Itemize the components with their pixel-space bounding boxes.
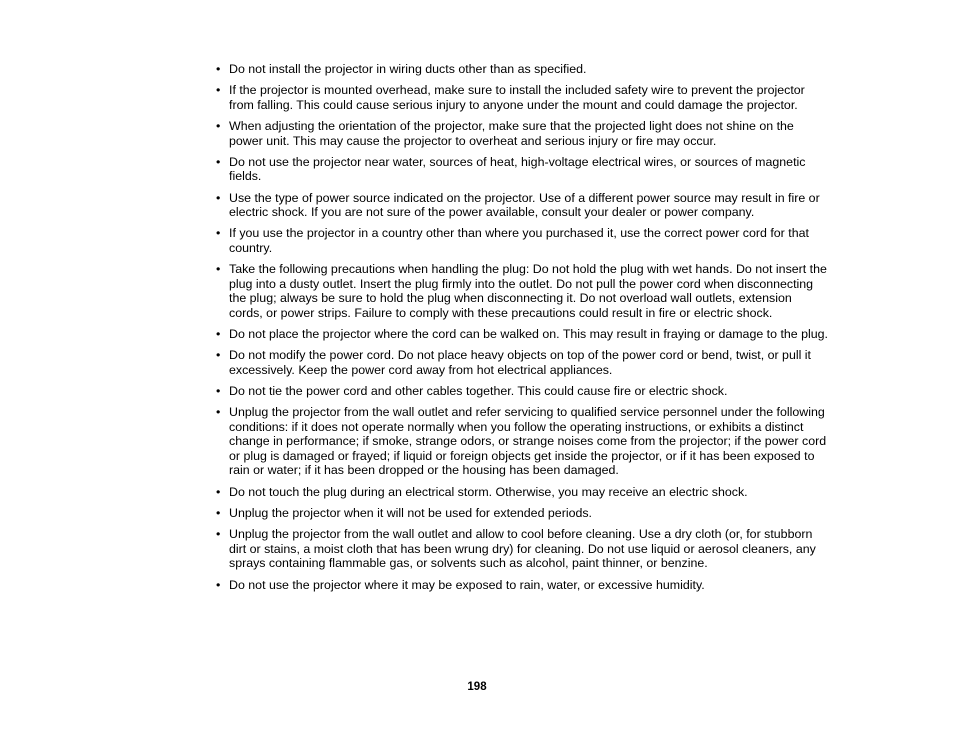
bullet-icon: • [216, 527, 221, 542]
list-item [216, 506, 828, 521]
list-item [216, 155, 828, 184]
list-item [216, 83, 828, 112]
bullet-icon: • [216, 83, 221, 98]
bullet-icon: • [216, 62, 221, 76]
list-item [216, 327, 828, 342]
list-item [216, 578, 828, 593]
list-item [216, 119, 828, 148]
list-item-text: Do not tie the power cord and other cables together. This could cause fire or electric shock. [229, 384, 728, 399]
list-item-text: Use the type of power source indicated on the projector. Use of a different power source may result in fire or electric shock. If you are not sure of the power available, consult your dealer or power company. [229, 190, 820, 220]
page-number: 198 [467, 681, 487, 693]
bullet-icon: • [216, 348, 221, 363]
list-item-text: Do not use the projector where it may be exposed to rain, water, or excessive humidity. [229, 577, 705, 592]
list-item-text: Do not touch the plug during an electrical storm. Otherwise, you may receive an electric shock. [229, 484, 748, 499]
bullet-icon: • [216, 484, 221, 499]
list-item-text: Do not use the projector near water, sources of heat, high-voltage electrical wires, or sources of magnetic fields. [229, 154, 806, 184]
bullet-icon: • [216, 119, 221, 134]
list-item-text: Unplug the projector when it will not be used for extended periods. [229, 506, 592, 521]
bullet-icon: • [216, 506, 221, 521]
list-item [216, 191, 828, 220]
list-item-text: Do not place the projector where the cord can be walked on. This may result in fraying or damage to the plug. [229, 327, 828, 342]
bullet-icon: • [216, 327, 221, 342]
safety-instructions-list [216, 62, 828, 599]
bullet-icon: • [216, 577, 221, 592]
list-item-text: If you use the projector in a country other than where you purchased it, use the correct power cord for that country. [229, 226, 809, 255]
list-item-text: Do not install the projector in wiring ducts other than as specified. [229, 62, 587, 76]
bullet-icon: • [216, 154, 221, 169]
list-item [216, 348, 828, 377]
bullet-icon: • [216, 405, 221, 420]
list-item-text: Unplug the projector from the wall outlet and allow to cool before cleaning. Use a dry cloth (or, for stubborn dirt or stains, a moist cloth that has been wrung dry) for cleaning. Do not use liquid or aerosol cleaners, any sprays containing flammable gas, or solvents such as alcohol, paint thinner, or benzine. [229, 527, 816, 571]
bullet-icon: • [216, 384, 221, 399]
list-item-text: Unplug the projector from the wall outlet and refer servicing to qualified service personnel under the following conditions: if it does not operate normally when you follow the operating instructions, or exhibits a distinct change in performance; if smoke, strange odors, or strange noises come from the projector; if the power cord or plug is damaged or frayed; if liquid or foreign objects get inside the projector, or if it has been exposed to rain or water; if it has been dropped or the housing has been damaged. [229, 405, 827, 478]
bullet-icon: • [216, 226, 221, 241]
list-item-text: If the projector is mounted overhead, make sure to install the included safety wire to prevent the projector from falling. This could cause serious injury to anyone under the mount and could damage the projector. [229, 83, 805, 112]
bullet-icon: • [216, 190, 221, 205]
list-item [216, 527, 828, 571]
list-item-text: Take the following precautions when handling the plug: Do not hold the plug with wet hands. Do not insert the plug into a dusty outlet. Insert the plug firmly into the outlet. Do not pull the power cord when disconnecting the plug; always be sure to hold the plug when disconnecting it. Do not overload wall outlets, extension cords, or power strips. Failure to comply with these precautions could result in fire or electric shock. [229, 262, 827, 320]
list-item [216, 62, 828, 77]
list-item [216, 485, 828, 500]
list-item-text: When adjusting the orientation of the projector, make sure that the projected light does not shine on the power unit. This may cause the projector to overheat and serious injury or fire may occur. [229, 119, 794, 148]
list-item-text: Do not modify the power cord. Do not place heavy objects on top of the power cord or bend, twist, or pull it excessively. Keep the power cord away from hot electrical appliances. [229, 348, 811, 377]
list-item [216, 262, 828, 320]
list-item [216, 405, 828, 478]
list-item [216, 226, 828, 255]
list-item [216, 384, 828, 399]
bullet-icon: • [216, 262, 221, 277]
